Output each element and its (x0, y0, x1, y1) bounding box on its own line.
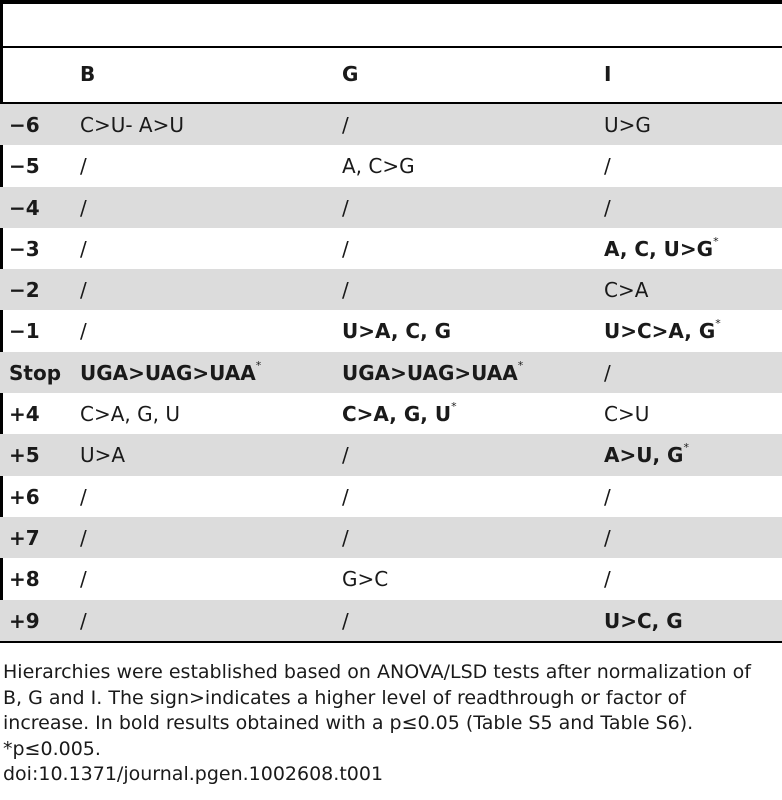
cell-i (604, 154, 611, 179)
row-position: +9 (9, 608, 40, 633)
cell-i (604, 360, 611, 385)
cell-text: UGA>UAG>UAA (342, 360, 518, 385)
cell-b (80, 115, 184, 135)
cell-text: C>A, G, U (342, 402, 452, 427)
cell-i (604, 402, 650, 427)
cell-text: / (604, 195, 611, 220)
row-position: −5 (9, 154, 40, 179)
table-row (0, 558, 782, 599)
row-position: +4 (9, 402, 40, 427)
cell-g (342, 484, 349, 509)
cell-text: U>G (604, 113, 651, 137)
cell-text: / (604, 567, 611, 592)
cell-text: / (342, 484, 349, 509)
cell-text: / (342, 113, 349, 137)
row-position: −1 (9, 319, 40, 344)
row-position: +7 (9, 525, 40, 550)
table-row (0, 269, 782, 310)
cell-text: U>C>A, G (604, 319, 716, 344)
cell-b (80, 195, 87, 220)
footnote-line: Hierarchies were established based on ANOVA/LSD tests after normalization of (3, 661, 751, 683)
cell-b (80, 278, 87, 303)
cell-text: / (80, 608, 87, 633)
row-position: −4 (9, 195, 40, 220)
cell-b (80, 608, 87, 633)
cell-g (342, 608, 349, 633)
row-position: +5 (9, 443, 40, 468)
significance-marker: * (517, 358, 524, 372)
cell-text: C>U (604, 402, 650, 427)
cell-g (342, 154, 415, 179)
table-row (0, 517, 782, 558)
cell-b (80, 525, 87, 550)
cell-b (80, 567, 87, 592)
cell-g (342, 319, 452, 344)
cell-text: / (80, 154, 87, 179)
cell-i (604, 234, 719, 261)
cell-i (604, 115, 651, 135)
cell-text: / (80, 195, 87, 220)
cell-b (80, 319, 87, 344)
footnote-line: increase. In bold results obtained with a p≤0.05 (Table S5 and Table S6). (3, 712, 694, 734)
cell-g (342, 525, 349, 550)
cell-text: / (342, 443, 349, 468)
table-body (0, 104, 782, 641)
cell-g (342, 400, 457, 427)
row-position: −3 (9, 236, 40, 261)
cell-text: / (80, 567, 87, 592)
table-row (0, 393, 782, 434)
cell-text: / (604, 484, 611, 509)
table-bottom-rule (0, 641, 782, 643)
table-footnote (3, 660, 781, 788)
row-position: +6 (9, 484, 40, 509)
table-row (0, 104, 782, 145)
cell-i (604, 525, 611, 550)
cell-b (80, 484, 87, 509)
cell-text: / (342, 236, 349, 261)
row-position: Stop (9, 360, 62, 385)
cell-text: U>C, G (604, 608, 683, 633)
cell-text: C>A, G, U (80, 402, 180, 427)
footnote-doi: doi:10.1371/journal.pgen.1002608.t001 (3, 763, 384, 785)
cell-g (342, 115, 349, 135)
table-row (0, 145, 782, 186)
cell-i (604, 441, 689, 468)
cell-text: / (604, 154, 611, 179)
footnote-line: *p≤0.005. (3, 737, 101, 760)
table-top-rule (0, 0, 782, 4)
cell-text: A, C, U>G (604, 236, 714, 261)
significance-marker: * (683, 441, 689, 455)
cell-text: UGA>UAG>UAA (80, 360, 256, 385)
table-row (0, 228, 782, 269)
header-i: I (604, 62, 612, 86)
cell-text: / (604, 360, 611, 385)
table-row (0, 600, 782, 641)
cell-i (604, 195, 611, 220)
cell-i (604, 484, 611, 509)
cell-g (342, 358, 524, 385)
cell-i (604, 567, 611, 592)
cell-g (342, 195, 349, 220)
cell-text: C>A (604, 278, 649, 303)
cell-text: U>A, C, G (342, 319, 452, 344)
cell-i (604, 608, 683, 633)
cell-text: / (80, 484, 87, 509)
cell-text: / (342, 525, 349, 550)
footnote-line: B, G and I. The sign>indicates a higher level of readthrough or factor of (3, 686, 686, 709)
cell-text: / (80, 319, 87, 344)
cell-text: / (80, 278, 87, 303)
cell-text: / (342, 195, 349, 220)
cell-g (342, 278, 349, 303)
cell-text: C>U- A>U (80, 113, 185, 137)
cell-text: G>C (342, 567, 389, 592)
cell-g (342, 443, 349, 468)
cell-i (604, 278, 649, 303)
cell-text: / (604, 525, 611, 550)
cell-text: A, C>G (342, 154, 415, 179)
cell-b (80, 154, 87, 179)
header-b: B (80, 62, 96, 86)
table-row (0, 476, 782, 517)
table-header-row (0, 48, 782, 102)
cell-b (80, 443, 126, 468)
cell-text: / (80, 525, 87, 550)
table-row (0, 310, 782, 351)
significance-marker: * (715, 317, 721, 331)
cell-g (342, 236, 349, 261)
cell-i (604, 317, 721, 344)
significance-marker: * (451, 400, 457, 414)
cell-text: / (342, 608, 349, 633)
row-position: +8 (9, 567, 40, 592)
cell-b (80, 236, 87, 261)
cell-g (342, 567, 389, 592)
row-position: −6 (9, 113, 40, 137)
cell-text: A>U, G (604, 443, 684, 468)
significance-marker: * (255, 358, 262, 372)
table-row (0, 352, 782, 393)
cell-text: U>A (80, 443, 126, 468)
table-row (0, 187, 782, 228)
table-row (0, 434, 782, 475)
significance-marker: * (713, 234, 719, 248)
cell-b (80, 358, 262, 385)
header-g: G (342, 62, 359, 86)
row-position: −2 (9, 278, 40, 303)
cell-text: / (80, 236, 87, 261)
cell-b (80, 402, 180, 427)
cell-text: / (342, 278, 349, 303)
